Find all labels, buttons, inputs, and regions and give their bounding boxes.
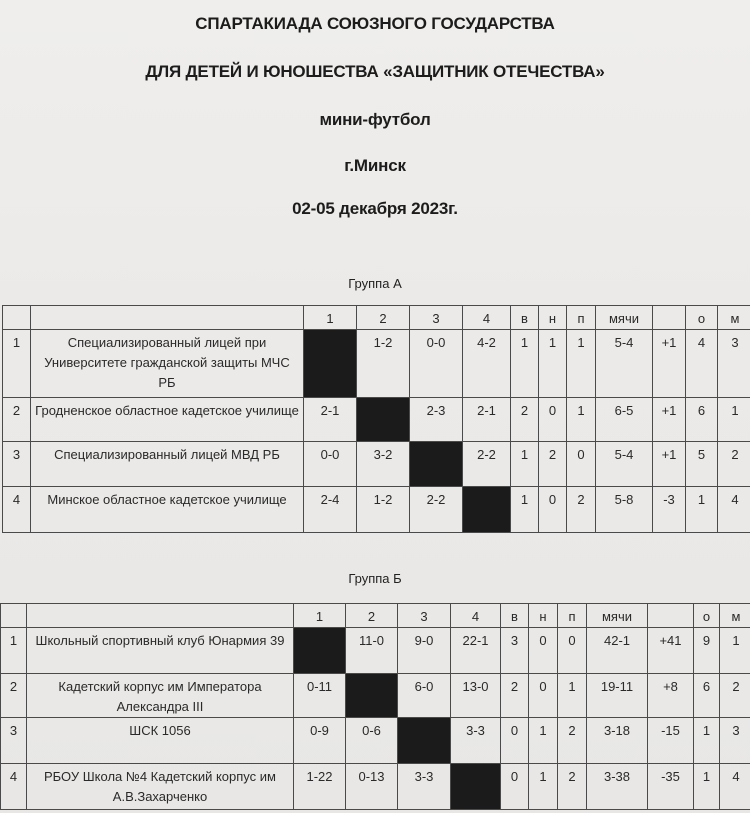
table-header-row [1,604,750,628]
place-cell: 3 [720,718,750,764]
table-row [1,718,750,764]
doc-title-line2: ДЛЯ ДЕТЕЙ И ЮНОШЕСТВА «ЗАЩИТНИК ОТЕЧЕСТВА» [145,62,605,81]
row-num: 3 [3,442,31,487]
score-cell: 1-2 [357,330,410,398]
score-cell: 2-1 [463,398,511,442]
header-goals: мячи [587,604,648,628]
table-row [3,487,750,533]
losses-cell: 1 [558,674,587,718]
draws-cell: 1 [529,764,558,810]
header-points: о [694,604,720,628]
wins-cell: 0 [501,764,529,810]
points-cell: 4 [686,330,718,398]
header-place: м [718,306,750,330]
header-opponent-1: 1 [294,604,346,628]
team-name: ШСК 1056 [27,718,294,764]
losses-cell: 2 [558,764,587,810]
self-match-cell [463,487,511,533]
score-cell: 0-0 [410,330,463,398]
losses-cell: 1 [567,398,596,442]
header-wins: в [501,604,529,628]
row-num: 3 [1,718,27,764]
header-opponent-4: 4 [451,604,501,628]
goals-cell: 5-4 [596,442,653,487]
goals-cell: 42-1 [587,628,648,674]
score-cell: 0-0 [304,442,357,487]
points-cell: 6 [686,398,718,442]
self-match-cell [294,628,346,674]
score-cell: 0-13 [346,764,398,810]
score-cell: 0-6 [346,718,398,764]
wins-cell: 1 [511,487,539,533]
score-cell: 3-3 [451,718,501,764]
team-name: РБОУ Школа №4 Кадетский корпус им А.В.Захарченко [27,764,294,810]
draws-cell: 0 [539,487,567,533]
goals-cell: 3-38 [587,764,648,810]
self-match-cell [410,442,463,487]
place-cell: 4 [718,487,750,533]
team-name: Кадетский корпус им Императора Александра III [27,674,294,718]
score-cell: 2-3 [410,398,463,442]
diff-cell: +1 [653,398,686,442]
header-draws: н [529,604,558,628]
header-diff [653,306,686,330]
header-place: м [720,604,750,628]
score-cell: 4-2 [463,330,511,398]
group-a-table [2,305,750,533]
draws-cell: 0 [529,674,558,718]
diff-cell: +1 [653,442,686,487]
table-row [3,442,750,487]
place-cell: 3 [718,330,750,398]
losses-cell: 0 [558,628,587,674]
score-cell: 3-3 [398,764,451,810]
points-cell: 1 [686,487,718,533]
score-cell: 13-0 [451,674,501,718]
score-cell: 0-11 [294,674,346,718]
team-name: Специализированный лицей МВД РБ [31,442,304,487]
table-row [1,628,750,674]
score-cell: 2-1 [304,398,357,442]
score-cell: 1-22 [294,764,346,810]
row-num: 4 [3,487,31,533]
wins-cell: 3 [501,628,529,674]
losses-cell: 2 [567,487,596,533]
team-name: Гродненское областное кадетское училище [31,398,304,442]
header-losses: п [567,306,596,330]
header-name [31,306,304,330]
goals-cell: 5-8 [596,487,653,533]
score-cell: 22-1 [451,628,501,674]
draws-cell: 2 [539,442,567,487]
city: г.Минск [344,156,406,175]
goals-cell: 6-5 [596,398,653,442]
draws-cell: 0 [529,628,558,674]
table-row [1,764,750,810]
wins-cell: 1 [511,442,539,487]
group-b-table [0,603,750,810]
self-match-cell [451,764,501,810]
wins-cell: 2 [501,674,529,718]
diff-cell: +41 [648,628,694,674]
score-cell: 1-2 [357,487,410,533]
score-cell: 9-0 [398,628,451,674]
table-row [3,398,750,442]
score-cell: 0-9 [294,718,346,764]
table-row [3,330,750,398]
place-cell: 1 [718,398,750,442]
table-header-row [3,306,750,330]
header-name [27,604,294,628]
header-draws: н [539,306,567,330]
row-num: 4 [1,764,27,810]
self-match-cell [304,330,357,398]
losses-cell: 0 [567,442,596,487]
sport-name: мини-футбол [319,110,431,129]
row-num: 1 [3,330,31,398]
header-losses: п [558,604,587,628]
header-opponent-3: 3 [410,306,463,330]
losses-cell: 1 [567,330,596,398]
header-opponent-2: 2 [357,306,410,330]
diff-cell: +1 [653,330,686,398]
points-cell: 6 [694,674,720,718]
team-name: Минское областное кадетское училище [31,487,304,533]
diff-cell: -3 [653,487,686,533]
score-cell: 2-4 [304,487,357,533]
place-cell: 2 [720,674,750,718]
header-points: о [686,306,718,330]
points-cell: 1 [694,764,720,810]
group-b-title: Группа Б [348,571,402,586]
header-opponent-4: 4 [463,306,511,330]
row-num: 1 [1,628,27,674]
place-cell: 1 [720,628,750,674]
goals-cell: 5-4 [596,330,653,398]
diff-cell: -35 [648,764,694,810]
dates: 02-05 декабря 2023г. [292,199,458,218]
wins-cell: 2 [511,398,539,442]
table-row [1,674,750,718]
self-match-cell [357,398,410,442]
header-num [3,306,31,330]
self-match-cell [346,674,398,718]
points-cell: 9 [694,628,720,674]
points-cell: 1 [694,718,720,764]
points-cell: 5 [686,442,718,487]
header-goals: мячи [596,306,653,330]
goals-cell: 3-18 [587,718,648,764]
wins-cell: 0 [501,718,529,764]
draws-cell: 1 [539,330,567,398]
header-opponent-1: 1 [304,306,357,330]
score-cell: 3-2 [357,442,410,487]
score-cell: 11-0 [346,628,398,674]
row-num: 2 [3,398,31,442]
losses-cell: 2 [558,718,587,764]
team-name: Специализированный лицей при Университете гражданской защиты МЧС РБ [31,330,304,398]
self-match-cell [398,718,451,764]
place-cell: 4 [720,764,750,810]
row-num: 2 [1,674,27,718]
goals-cell: 19-11 [587,674,648,718]
header-num [1,604,27,628]
wins-cell: 1 [511,330,539,398]
score-cell: 2-2 [463,442,511,487]
header-opponent-2: 2 [346,604,398,628]
score-cell: 6-0 [398,674,451,718]
header-opponent-3: 3 [398,604,451,628]
team-name: Школьный спортивный клуб Юнармия 39 [27,628,294,674]
diff-cell: -15 [648,718,694,764]
header-diff [648,604,694,628]
header-wins: в [511,306,539,330]
score-cell: 2-2 [410,487,463,533]
group-a-title: Группа А [348,276,402,291]
draws-cell: 0 [539,398,567,442]
place-cell: 2 [718,442,750,487]
draws-cell: 1 [529,718,558,764]
diff-cell: +8 [648,674,694,718]
doc-title-line1: СПАРТАКИАДА СОЮЗНОГО ГОСУДАРСТВА [195,14,555,33]
